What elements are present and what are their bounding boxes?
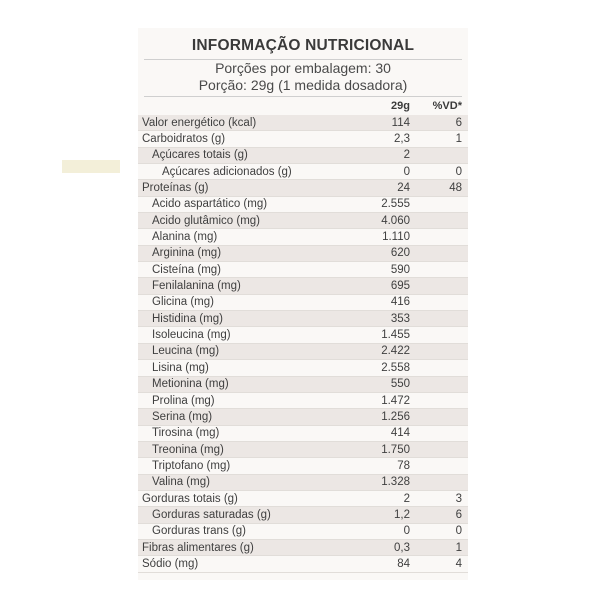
nutrient-name: Lisina (mg) (152, 361, 209, 374)
table-header (138, 98, 468, 115)
nutrient-quantity: 2.558 (381, 361, 410, 374)
table-row (138, 246, 468, 262)
nutrient-name: Isoleucina (mg) (152, 329, 231, 342)
nutrient-quantity: 1.455 (381, 329, 410, 342)
nutrient-quantity: 2,3 (394, 133, 410, 146)
table-row (138, 115, 468, 131)
table-row (138, 229, 468, 245)
table-row (138, 327, 468, 343)
table-row (138, 180, 468, 196)
table-row (138, 311, 468, 327)
nutrient-quantity: 2.555 (381, 198, 410, 211)
header-qty: 29g (391, 100, 410, 112)
table-row (138, 377, 468, 393)
servings-per-package: Porções por embalagem: 30 (215, 60, 391, 76)
nutrient-quantity: 1.750 (381, 443, 410, 456)
nutrient-daily-value: 1 (455, 133, 462, 146)
table-row (138, 360, 468, 376)
nutrient-name: Fibras alimentares (g) (142, 541, 254, 554)
table-row (138, 409, 468, 425)
table-row (138, 262, 468, 278)
table-row (138, 197, 468, 213)
nutrient-name: Proteínas (g) (142, 182, 209, 195)
nutrient-quantity: 1.110 (382, 231, 410, 244)
table-row (138, 131, 468, 147)
serving-size: Porção: 29g (1 medida dosadora) (198, 77, 408, 93)
table-row (138, 540, 468, 556)
nutrition-table (138, 115, 468, 573)
nutrient-quantity: 550 (390, 378, 410, 391)
table-row (138, 344, 468, 360)
table-row (138, 442, 468, 458)
decorative-highlight (62, 160, 120, 173)
nutrition-facts-label (138, 28, 468, 580)
nutrient-name: Serina (mg) (152, 410, 213, 423)
table-row (138, 556, 468, 572)
nutrient-name: Sódio (mg) (142, 557, 199, 570)
nutrient-quantity: 620 (390, 247, 410, 260)
nutrient-quantity: 695 (390, 280, 410, 293)
nutrient-quantity: 0 (403, 165, 410, 178)
nutrient-quantity: 0,3 (394, 541, 410, 554)
nutrient-name: Carboidratos (g) (142, 133, 226, 146)
nutrient-name: Treonina (mg) (152, 443, 224, 456)
table-row (138, 458, 468, 474)
nutrient-daily-value: 0 (455, 525, 462, 538)
table-row (138, 426, 468, 442)
nutrient-daily-value: 1 (455, 541, 462, 554)
nutrient-name: Metionina (mg) (152, 378, 229, 391)
nutrient-name: Glicina (mg) (152, 296, 214, 309)
label-title: INFORMAÇÃO NUTRICIONAL (191, 37, 415, 54)
table-row (138, 213, 468, 229)
nutrient-quantity: 84 (397, 557, 410, 570)
nutrient-name: Gorduras saturadas (g) (152, 508, 271, 521)
nutrient-name: Tirosina (mg) (152, 427, 220, 440)
table-row (138, 148, 468, 164)
nutrient-daily-value: 3 (455, 492, 462, 505)
table-row (138, 295, 468, 311)
nutrient-quantity: 78 (397, 459, 410, 472)
nutrient-quantity: 1,2 (394, 508, 410, 521)
nutrient-daily-value: 6 (455, 116, 462, 129)
table-row (138, 507, 468, 523)
nutrient-name: Açúcares totais (g) (152, 149, 248, 162)
nutrient-name: Histidina (mg) (152, 312, 223, 325)
nutrient-quantity: 4.060 (381, 214, 410, 227)
nutrient-quantity: 590 (390, 263, 410, 276)
nutrient-daily-value: 0 (455, 165, 462, 178)
nutrient-quantity: 2 (403, 149, 410, 162)
nutrient-name: Triptofano (mg) (152, 459, 231, 472)
nutrient-quantity: 114 (391, 116, 410, 129)
table-row (138, 491, 468, 507)
nutrient-quantity: 1.472 (381, 394, 410, 407)
nutrient-quantity: 24 (397, 182, 410, 195)
nutrient-name: Açúcares adicionados (g) (162, 165, 292, 178)
table-row (138, 524, 468, 540)
divider (144, 96, 462, 97)
nutrient-quantity: 1.256 (381, 410, 410, 423)
table-row (138, 393, 468, 409)
header-spacer (138, 98, 332, 115)
header-vd: %VD* (432, 100, 462, 112)
nutrient-name: Arginina (mg) (152, 247, 222, 260)
nutrient-daily-value: 4 (455, 557, 462, 570)
nutrient-name: Prolina (mg) (152, 394, 215, 407)
nutrient-quantity: 416 (390, 296, 410, 309)
nutrient-name: Gorduras trans (g) (152, 525, 246, 538)
nutrient-name: Leucina (mg) (152, 345, 220, 358)
nutrient-name: Fenilalanina (mg) (152, 280, 241, 293)
nutrient-name: Alanina (mg) (152, 231, 218, 244)
nutrient-name: Valina (mg) (152, 476, 210, 489)
nutrient-quantity: 1.328 (381, 476, 410, 489)
nutrient-daily-value: 6 (455, 508, 462, 521)
nutrient-quantity: 414 (390, 427, 410, 440)
table-row (138, 278, 468, 294)
nutrient-name: Ácido glutâmico (mg) (152, 214, 261, 227)
nutrient-name: Gorduras totais (g) (142, 492, 238, 505)
nutrient-quantity: 353 (390, 312, 410, 325)
nutrient-name: Ácido aspartático (mg) (152, 198, 268, 211)
table-row (138, 164, 468, 180)
table-row (138, 475, 468, 491)
nutrient-quantity: 0 (403, 525, 410, 538)
nutrient-name: Valor energético (kcal) (142, 116, 257, 129)
nutrient-quantity: 2 (403, 492, 410, 505)
nutrient-quantity: 2.422 (381, 345, 410, 358)
nutrient-daily-value: 48 (449, 182, 462, 195)
nutrient-name: Cisteína (mg) (152, 263, 222, 276)
